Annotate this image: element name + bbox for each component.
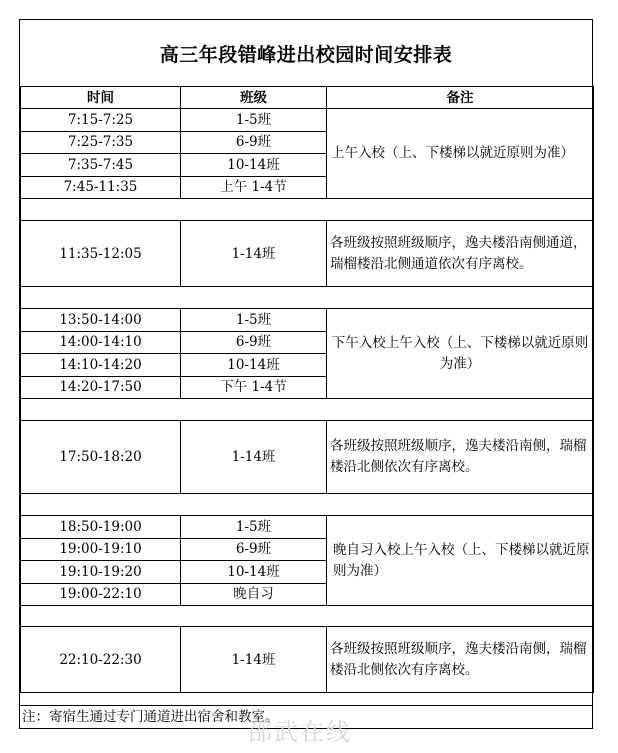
table-row [21,221,594,287]
watermark: 邵武在线 [248,718,352,746]
header-row [21,87,594,109]
note-cell: 各班级按照班级顺序，逸夫楼沿南侧，瑞榴楼沿北侧依次有序离校。 [327,627,594,693]
spacer-row [21,287,594,309]
time-cell: 22:10-22:30 [21,627,181,693]
note-cell: 晚自习入校上午入校（上、下楼梯以就近原则为准） [327,516,594,606]
schedule-table [20,86,594,693]
table-row [21,627,594,693]
time-cell: 14:10-14:20 [21,354,181,377]
note-cell: 上午入校（上、下楼梯以就近原则为准） [327,109,594,199]
time-cell: 11:35-12:05 [21,221,181,287]
note-cell: 各班级按照班级顺序，逸夫楼沿南侧通道，瑞榴楼沿北侧通道依次有序离校。 [327,221,594,287]
table-row [21,109,594,132]
class-cell: 10-14班 [181,561,327,584]
time-cell: 7:25-7:35 [21,131,181,154]
table-row [21,516,594,539]
note-cell: 各班级按照班级顺序，逸夫楼沿南侧，瑞榴楼沿北侧依次有序离校。 [327,421,594,494]
time-cell: 13:50-14:00 [21,309,181,332]
spacer-row [21,199,594,221]
time-cell: 7:35-7:45 [21,154,181,177]
class-cell: 1-14班 [181,221,327,287]
class-cell: 6-9班 [181,131,327,154]
time-cell: 7:15-7:25 [21,109,181,132]
header-class: 班级 [181,87,327,109]
class-cell: 1-5班 [181,109,327,132]
class-cell: 6-9班 [181,538,327,561]
class-cell: 1-14班 [181,421,327,494]
class-cell: 晚自习 [181,583,327,606]
class-cell: 10-14班 [181,354,327,377]
time-cell: 18:50-19:00 [21,516,181,539]
time-cell: 14:00-14:10 [21,331,181,354]
table-row [21,309,594,332]
schedule-sheet [19,19,593,729]
class-cell: 上午 1-4节 [181,176,327,199]
header-time: 时间 [21,87,181,109]
class-cell: 下午 1-4节 [181,376,327,399]
header-note: 备注 [327,87,594,109]
footer-note: 注：寄宿生通过专门通道进出宿舍和教室。 [20,705,592,729]
class-cell: 1-5班 [181,516,327,539]
time-cell: 17:50-18:20 [21,421,181,494]
time-cell: 19:00-22:10 [21,583,181,606]
class-cell: 10-14班 [181,154,327,177]
time-cell: 19:10-19:20 [21,561,181,584]
class-cell: 1-5班 [181,309,327,332]
time-cell: 14:20-17:50 [21,376,181,399]
note-cell: 下午入校上午入校（上、下楼梯以就近原则为准） [327,309,594,399]
table-row [21,421,594,494]
class-cell: 1-14班 [181,627,327,693]
class-cell: 6-9班 [181,331,327,354]
spacer-row [21,399,594,421]
spacer-row [21,606,594,627]
time-cell: 7:45-11:35 [21,176,181,199]
spacer-row [21,494,594,516]
page-title: 高三年段错峰进出校园时间安排表 [20,20,592,87]
time-cell: 19:00-19:10 [21,538,181,561]
